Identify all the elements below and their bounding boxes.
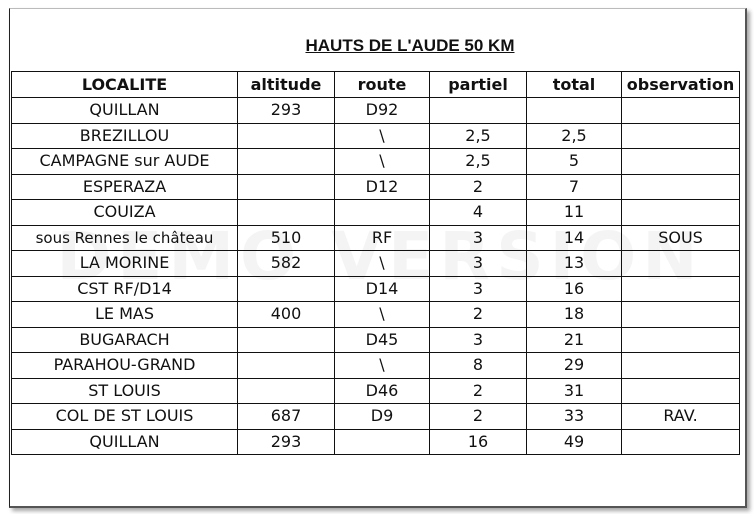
cell-total: 11: [527, 200, 622, 226]
cell-partiel: 2: [430, 302, 527, 328]
cell-total: 18: [527, 302, 622, 328]
table-row: [12, 149, 740, 175]
table-row: [12, 378, 740, 404]
cell-partiel: 2: [430, 378, 527, 404]
cell-observation: [622, 276, 740, 302]
cell-altitude: [238, 378, 335, 404]
table-row: [12, 276, 740, 302]
header-altitude: altitude: [238, 72, 335, 98]
cell-total: 7: [527, 174, 622, 200]
cell-observation: [622, 429, 740, 455]
cell-altitude: 510: [238, 225, 335, 251]
cell-altitude: 293: [238, 98, 335, 124]
cell-localite: COL DE ST LOUIS: [12, 404, 238, 430]
cell-localite: QUILLAN: [12, 98, 238, 124]
cell-localite: ST LOUIS: [12, 378, 238, 404]
cell-partiel: 3: [430, 276, 527, 302]
cell-total: 21: [527, 327, 622, 353]
table-row: [12, 404, 740, 430]
cell-route: \: [335, 302, 430, 328]
header-row: [12, 72, 740, 98]
cell-observation: SOUS: [622, 225, 740, 251]
cell-partiel: [430, 98, 527, 124]
table-row: [12, 174, 740, 200]
cell-altitude: [238, 327, 335, 353]
table-row: [12, 429, 740, 455]
cell-route: D92: [335, 98, 430, 124]
cell-observation: [622, 327, 740, 353]
cell-altitude: 400: [238, 302, 335, 328]
cell-partiel: 8: [430, 353, 527, 379]
cell-route: \: [335, 251, 430, 277]
cell-localite: LA MORINE: [12, 251, 238, 277]
table-row: [12, 123, 740, 149]
cell-observation: [622, 251, 740, 277]
table-row: [12, 98, 740, 124]
header-localite: LOCALITE: [12, 72, 238, 98]
cell-total: 33: [527, 404, 622, 430]
cell-route: D9: [335, 404, 430, 430]
cell-partiel: 2,5: [430, 123, 527, 149]
cell-route: D45: [335, 327, 430, 353]
table-row: [12, 225, 740, 251]
document-title: HAUTS DE L'AUDE 50 KM: [305, 36, 515, 55]
cell-altitude: [238, 123, 335, 149]
cell-altitude: 582: [238, 251, 335, 277]
cell-route: D12: [335, 174, 430, 200]
cell-altitude: [238, 200, 335, 226]
cell-total: 14: [527, 225, 622, 251]
cell-partiel: 3: [430, 327, 527, 353]
cell-observation: [622, 174, 740, 200]
cell-observation: [622, 302, 740, 328]
table-row: [12, 353, 740, 379]
cell-observation: [622, 378, 740, 404]
cell-total: 2,5: [527, 123, 622, 149]
cell-localite: CST RF/D14: [12, 276, 238, 302]
route-table: [11, 71, 740, 455]
cell-partiel: 2: [430, 174, 527, 200]
cell-route: [335, 429, 430, 455]
cell-partiel: 2: [430, 404, 527, 430]
cell-route: D14: [335, 276, 430, 302]
cell-partiel: 4: [430, 200, 527, 226]
cell-localite: ESPERAZA: [12, 174, 238, 200]
cell-total: 13: [527, 251, 622, 277]
cell-altitude: [238, 276, 335, 302]
cell-localite: BUGARACH: [12, 327, 238, 353]
header-total: total: [527, 72, 622, 98]
cell-localite: BREZILLOU: [12, 123, 238, 149]
cell-total: 29: [527, 353, 622, 379]
cell-altitude: [238, 353, 335, 379]
cell-altitude: [238, 149, 335, 175]
cell-altitude: 293: [238, 429, 335, 455]
table-row: [12, 251, 740, 277]
cell-total: [527, 98, 622, 124]
cell-localite: LE MAS: [12, 302, 238, 328]
table-row: [12, 302, 740, 328]
cell-partiel: 3: [430, 225, 527, 251]
table-row: [12, 327, 740, 353]
cell-observation: RAV.: [622, 404, 740, 430]
header-route: route: [335, 72, 430, 98]
cell-route: \: [335, 123, 430, 149]
cell-total: 49: [527, 429, 622, 455]
cell-observation: [622, 200, 740, 226]
cell-altitude: [238, 174, 335, 200]
cell-partiel: 16: [430, 429, 527, 455]
cell-partiel: 3: [430, 251, 527, 277]
cell-localite: sous Rennes le château: [12, 225, 238, 251]
cell-route: [335, 200, 430, 226]
header-partiel: partiel: [430, 72, 527, 98]
cell-route: D46: [335, 378, 430, 404]
cell-total: 31: [527, 378, 622, 404]
cell-partiel: 2,5: [430, 149, 527, 175]
cell-observation: [622, 123, 740, 149]
cell-route: \: [335, 149, 430, 175]
cell-observation: [622, 98, 740, 124]
cell-altitude: 687: [238, 404, 335, 430]
cell-localite: CAMPAGNE sur AUDE: [12, 149, 238, 175]
cell-route: \: [335, 353, 430, 379]
cell-localite: QUILLAN: [12, 429, 238, 455]
table-row: [12, 200, 740, 226]
cell-total: 16: [527, 276, 622, 302]
header-observation: observation: [622, 72, 740, 98]
cell-route: RF: [335, 225, 430, 251]
cell-total: 5: [527, 149, 622, 175]
cell-localite: PARAHOU-GRAND: [12, 353, 238, 379]
cell-observation: [622, 353, 740, 379]
cell-localite: COUIZA: [12, 200, 238, 226]
cell-observation: [622, 149, 740, 175]
